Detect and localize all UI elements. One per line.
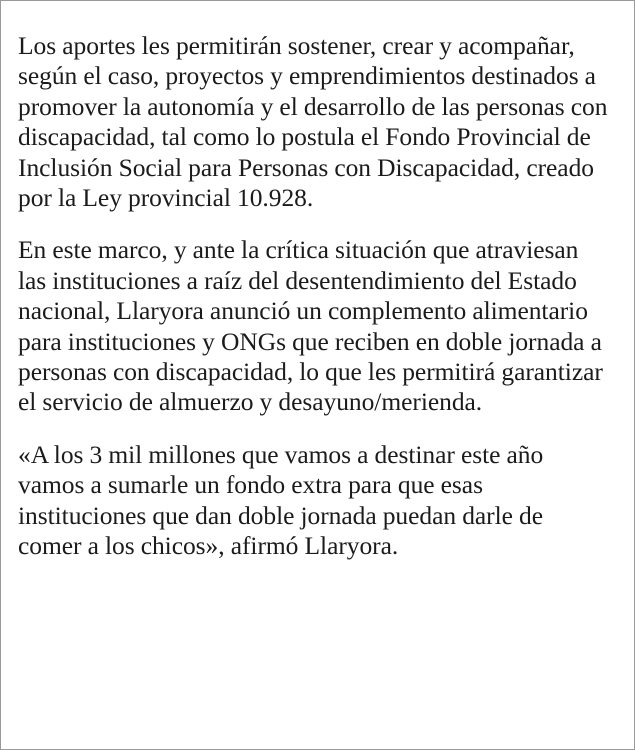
article-paragraph-3: «A los 3 mil millones que vamos a destinar este año vamos a sumarle un fondo extra para que esas instituciones que dan doble jornada puedan darle de comer a los chicos», afirmó Llaryora. [18,439,544,561]
article-paragraph-2: En este marco, y ante la crítica situación que atraviesan las instituciones a raíz del desentendimiento del Estado nacional, Llaryora anunció un complemento alimentario para instituciones y ONGs que reciben en doble jornada a personas con discapacidad, lo que les permitirá garantizar el servicio de almuerzo y desayuno/merienda. [18,235,603,417]
article-body [18,31,610,562]
article-paragraph-1: Los aportes les permitirán sostener, crear y acompañar, según el caso, proyectos y emprendimientos destinados a promover la autonomía y el desarrollo de las personas con discapacidad, tal como lo postula el Fondo Provincial de Inclusión Social para Personas con Discapacidad, creado por la Ley provincial 10.928. [18,31,608,213]
